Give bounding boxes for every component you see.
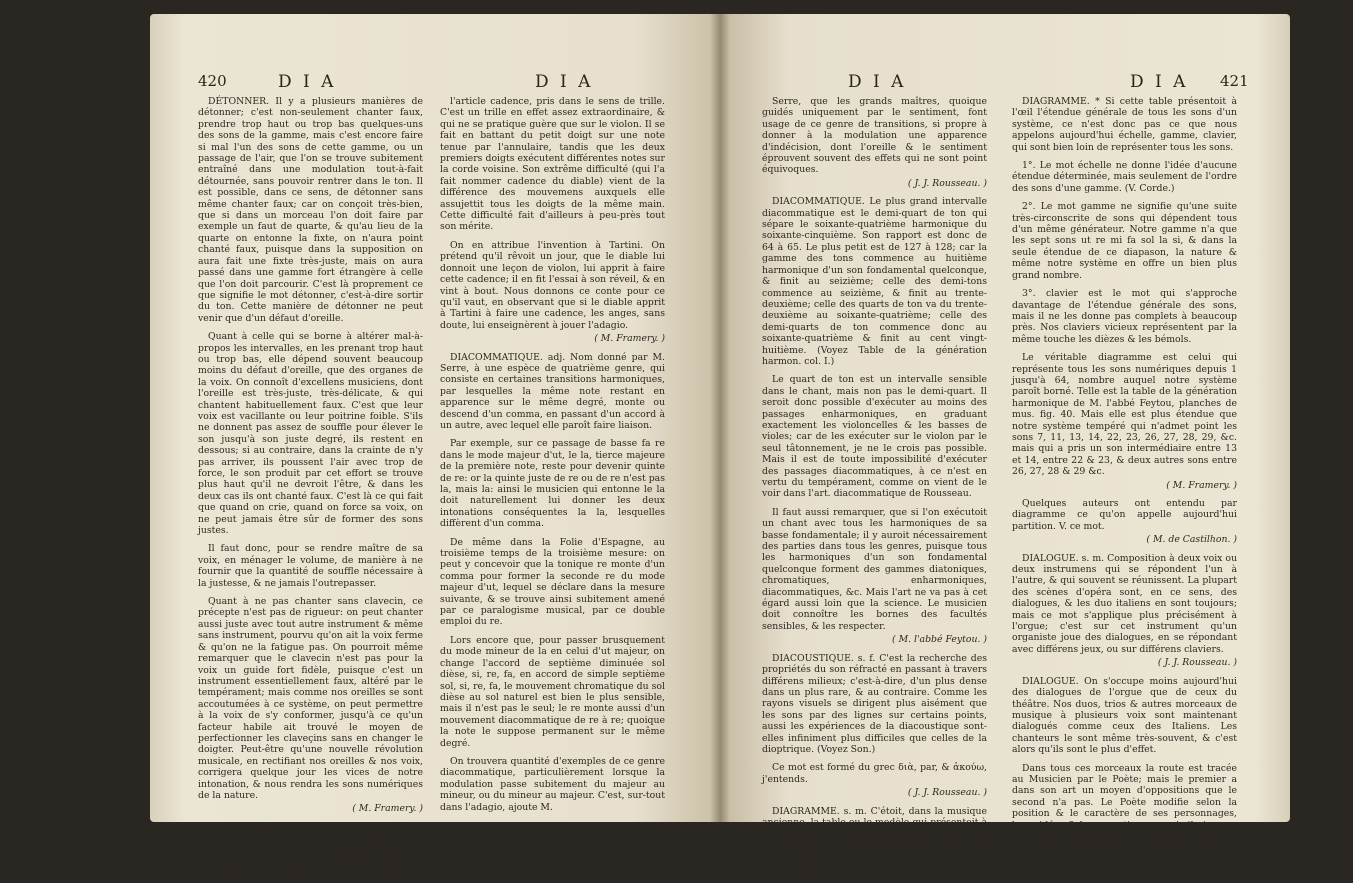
paragraph: DIALOGUE. s. m. Composition à deux voix ou deux instrumens qui se répondent l'un à l'autre, & qui souvent se réunissent. La plupart des scènes d'opéra sont, en ce sens, des dialogues, & les duo italiens en sont toujours; mais ce mot s'applique plus précisément à l'orgue; c'est sur cet instrument qu'un organiste joue des dialogues, en se répondant avec différens jeux, ou sur différens claviers.	[1012, 552, 1237, 655]
paragraph: Quant à celle qui se borne à altérer mal-à-propos les intervalles, en les prenant trop haut ou trop bas, elle dépend souvent beaucoup moins du défaut d'oreille, que des organes de la voix. On connoît d'excellens musiciens, dont l'oreille est très-juste, très-délicate, & qui chantent habituellement faux. C'est que leur voix est vacillante ou leur poitrine foible. S'ils ne donnent pas assez de souffle pour élever le son jusqu'à son juste degré, ils restent en dessous; si au contraire, dans la crainte de n'y pas arriver, ils poussent l'air avec trop de force, le son produit par cet effort se trouve plus haut qu'il ne devroit l'être, & dans les deux cas ils ont chanté faux. C'est là ce qui fait que quand on crie, quand on force sa voix, on ne peut jamais être sûr de former des sons justes.	[198, 331, 423, 537]
paragraph: Par exemple, sur ce passage de basse fa re dans le mode majeur d'ut, le la, tierce majeure de la première note, reste pour devenir quinte de re: or la quinte juste de re ou de re n'est pas la, mais la: ainsi le musicien qui entonne le la doit naturellement lui donner les deux intonations conséquentes la la, lesquelles diffèrent d'un comma.	[440, 438, 665, 530]
paragraph: DIAGRAMME. s. m. C'étoit, dans la musique ancienne, la table ou le modèle qui présentoit à l'œil l'étendue générale de tous les sons d'un système, ou ce que nous appelons aujourd'hui échelle, gamme, clavier. (Voyez ces mots.) ( J. J. Rousseau. )	[762, 805, 987, 874]
left-running-head-2: D I A	[535, 72, 594, 92]
paragraph: 1°. Le mot échelle ne donne l'idée d'aucune étendue déterminée, mais seulement de l'ordre des sons d'une gamme. (V. Corde.)	[1012, 160, 1237, 194]
paragraph: ( M. de Castilhon. )	[1146, 534, 1237, 546]
paragraph: ( M. Framery. )	[594, 333, 665, 345]
book-gutter	[710, 14, 730, 822]
paragraph: On en attribue l'invention à Tartini. On prétend qu'il rêvoit un jour, que le diable lui donnoit une leçon de violon, lui apprit à faire cette cadence; il en fit l'essai à son réveil, & en vint à bout. Nous donnons ce conte pour ce qu'il vaut, en observant que si le diable apprit à Tartini à faire une cadence, les anges, sans doute, lui enseignèrent à jouer l'adagio.	[440, 239, 665, 331]
right-column-2	[1012, 96, 1237, 872]
left-column-1	[198, 96, 423, 883]
paragraph: DIAGRAMME. * Si cette table présentoit à l'œil l'étendue générale de tous les sons d'un système, ce n'est donc pas ce que nous appelons aujourd'hui échelle, gamme, clavier, qui sont bien loin de représenter tous les sons.	[1012, 96, 1237, 153]
right-column-1	[762, 96, 987, 881]
paragraph: Le quart de ton est un intervalle sensible dans le chant, mais non pas le demi-quart. Il seroit donc possible d'exécuter au moins des passages enharmoniques, en graduant exactement les violoncelles & les basses de violes; car de les exécuter sur le violon par le seul tâtonnement, je ne le crois pas possible. Mais il est de toute impossibilité d'exécuter des passages diacommatiques, à ce n'est en vertu du tempérament, comme on vient de le voir dans l'art. diacommatique de Rousseau.	[762, 374, 987, 500]
paragraph: Quelques auteurs ont entendu par diagramme ce qu'on appelle aujourd'hui partition. V. ce mot.	[1012, 498, 1237, 532]
paragraph: DIACOUSTIQUE. s. f. C'est la recherche des propriétés du son réfracté en passant à travers différens milieux; c'est-à-dire, d'un plus dense dans un plus rare, & au contraire. Comme les rayons visuels se dirigent plus aisément que les sons par des lignes sur certains points, aussi les expériences de la diacoustique sont-elles infiniment plus difficiles que celles de la dioptrique. (Voyez Son.)	[762, 652, 987, 755]
book-spread	[150, 14, 1290, 876]
paragraph: ( M. Framery. )	[1166, 479, 1237, 491]
left-page-number: 420	[198, 72, 227, 90]
left-column-2	[440, 96, 665, 820]
paragraph: Quant à ne pas chanter sans clavecin, ce précepte n'est pas de rigueur: on peut chanter aussi juste avec tout autre instrument & même sans instrument, pourvu qu'on ait la voix ferme & qu'on ne la fatigue pas. On pourroit même remarquer que le clavecin n'est pas pour la voix un guide fort fidèle, puisque c'est un instrument essentiellement faux, altéré par le tempérament; mais comme nos oreilles se sont accoutumées à ce système, on peut permettre à la voix de s'y conformer, jusqu'à ce qu'un facteur habile ait trouvé le moyen de perfectionner les claveçins sans en changer le doigter. Peut-être qu'une nouvelle révolution musicale, en rectifiant nos oreilles & nos voix, corrigera quelque jour les vices de notre intonation, & nous rendra les sons numériques de la nature.	[198, 596, 423, 801]
paragraph: ( J. J. Rousseau. )	[1157, 657, 1237, 669]
paragraph: l'article cadence, pris dans le sens de trille. C'est un trille en effet assez extraordinaire, & qui ne se pratique guère que sur le violon. Il se fait en battant du petit doigt sur une note tenue par l'annulaire, tandis que les deux premiers doigts exécutent différentes notes sur la corde voisine. Son extrême difficulté (qui l'a fait nommer cadence du diable) vient de la différence des mouvemens auxquels elle assujettit tous les doigts de la même main. Cette difficulté fait d'ailleurs à peu-près tout son mérite.	[440, 96, 665, 233]
paragraph: ( M. de Castilhon. )	[332, 846, 423, 858]
paragraph: Ce mot est formé du grec διὰ, par, & ἀκούω, j'entends.	[762, 762, 987, 785]
left-page	[150, 14, 720, 876]
paragraph: Serre, que les grands maîtres, quoique guidés uniquement par le sentiment, font usage de ce genre de transitions, si propre à donner à la modulation une apparence d'indécision, dont l'oreille & le sentiment éprouvent souvent des effets qui ne sont point équivoques.	[762, 96, 987, 176]
right-page	[720, 14, 1290, 874]
paragraph: Il faut donc, pour se rendre maître de sa voix, en ménager le volume, de manière à ne fournir que la quantité de souffle nécessaire à la justesse, & ne jamais l'outrepasser.	[198, 543, 423, 589]
paragraph: Lors encore que, pour passer brusquement du mode mineur de la en celui d'ut majeur, on change l'accord de septième diminuée sol dièse, si, re, fa, en accord de simple septième sol, si, re, fa, le mouvement chromatique du sol dièse au sol naturel est bien le plus sensible, mais il n'est pas le seul; le re monte aussi d'un mouvement diacommatique de re à re; quoique la note le suppose permanent sur le même degré.	[440, 634, 665, 749]
paragraph: DIALOGUE. On s'occupe moins aujourd'hui des dialogues de l'orgue que de ceux du théâtre. Nos duos, trios & autres morceaux de musique à plusieurs voix sont maintenant dialogués comme ceux des Italiens. Les chanteurs le sont même très-souvent, & c'est alors qu'ils sont le plus d'effet.	[1012, 675, 1237, 756]
paragraph: Dans tous ces morceaux la route est tracée au Musicien par le Poète; mais le premier a dans son art un moyen d'oppositions que le second n'a pas. Le Poète modifie selon la position & le caractère de ses personnages, leurs idées & leurs sentimens, mais il n'a pour les exprimer que le même langage: il n'en est pas ainsi du Musicien qui, au moyen de son orchestre parle	[1012, 762, 1237, 865]
paragraph: Il faut aussi remarquer, que si l'on exécutoit un chant avec tous les harmoniques de sa basse fondamentale; il y auroit nécessairement des parties dans tous les genres, puisque tous les harmoniques d'un son fondamental quelconque forment des gammes diatoniques, chromatiques, enharmoniques, diacommatiques, &c. Mais l'art ne va pas à cet égard aussi loin que la science. Le musicien doit connoître les bornes des facultés sensibles, & les respecter.	[762, 506, 987, 632]
paragraph: DÉTONNER. Il y a plusieurs manières de détonner; c'est non-seulement chanter faux, prendre trop haut ou trop bas quelques-uns des sons de la gamme, mais c'est encore faire si mal l'un des sons de cette gamme, ou un passage de l'air, que l'on se trouve subitement entraîné dans une modulation tout-à-fait détournée, sans pouvoir rentrer dans le ton. Il est possible, dans ce sens, de détonner sans même chanter faux; car on conçoit très-bien, que si dans un morceau l'on doit faire par exemple un faut de quarte, & qu'au lieu de la quarte on entonne la fixte, on n'aura point chanté faux, puisque dans la supposition on aura fait une fixte très-juste, mais on aura passé dans une gamme fort étrangère à celle que l'on doit parcourir. C'est là proprement ce que signifie le mot détonner, c'est-à-dire sortir du ton. Cette manière de détonner ne peut venir que d'un défaut d'oreille.	[198, 96, 423, 324]
right-running-head-2: D I A	[1130, 72, 1189, 92]
paragraph: On trouvera quantité d'exemples de ce genre diacommatique, particulièrement lorsque la modulation passe subitement du majeur au mineur, ou du mineur au majeur. C'est, sur-tout dans l'adagio, ajoute M.	[440, 755, 665, 813]
paragraph: DIABLE. (Cadence du) Ce mot a été oublié à	[208, 865, 418, 876]
paragraph: Le véritable diagramme est celui qui représente tous les sons numériques depuis 1 jusqu'à 64, nombre auquel notre système paroît borné. Telle est la table de la génération harmonique de M. l'abbé Feytou, planches de mus. fig. 40. Mais elle est plus étendue que notre système tempéré qui n'admet point les sons 7, 11, 13, 14, 22, 23, 26, 27, 28, 29, &c. mais qui a pris un son intermédiaire entre 13 et 14, entre 22 & 23, & deux autres sons entre 26, 27, 28 & 29 &c.	[1012, 352, 1237, 478]
paragraph: ( J. J. Rousseau. )	[907, 177, 987, 189]
paragraph: 3°. clavier est le mot qui s'approche davantage de l'étendue générale des sons, mais il ne les donne pas complets à beaucoup près. Nos claviers vicieux représentent par la même touche les dièzes & les bémols.	[1012, 288, 1237, 345]
paragraph: 2°. Le mot gamme ne signifie qu'une suite très-circonscrite de sons qui dépendent tous d'un même générateur. Notre gamme n'a que les sept sons ut re mi fa sol la si, & dans la seule étendue de ce diapason, la nature & même notre système en offre un bien plus grand nombre.	[1012, 201, 1237, 281]
paragraph: ( J. J. Rousseau. )	[907, 787, 987, 799]
paragraph: DIACOMMATIQUE. Le plus grand intervalle diacommatique est le demi-quart de ton qui sépare le soixante-quatrième harmonique du soixante-cinquième. Son rapport est donc de 64 à 65. Le plus petit est de 127 à 128; car la gamme des tons commence au huitième harmonique d'un son fondamental quelconque, & finit au seizième; celle des demi-tons commence au seizième, & finit au trente-deuxième; celle des quarts de ton va du trente-deuxième au soixante-quatrième; celle des demi-quarts de ton commence donc au soixante-quatrième & finit au cent vingt-huitième. (Voyez Table de la génération harmon. col. I.)	[762, 196, 987, 367]
paragraph: DIACOMMATIQUE. adj. Nom donné par M. Serre, à une espèce de quatrième genre, qui consiste en certaines transitions harmoniques, par lesquelles la même note restant en apparence sur le même degré, monte ou descend d'un comma, en passant d'un accord à un autre, avec lequel elle paroît faire liaison.	[440, 351, 665, 431]
paragraph: ( M. Framery. )	[352, 803, 423, 815]
right-page-number: 421	[1220, 72, 1249, 90]
right-running-head-1: D I A	[848, 72, 907, 92]
paragraph: ( M. l'abbé Feytou. )	[892, 634, 987, 646]
paragraph: DEUX-QUARTS. Mesure qui contient deux noires, qui se marque 2/4. (Voyez Mesure.)	[198, 821, 423, 845]
paragraph: De même dans la Folie d'Espagne, au troisième temps de la troisième mesure: on peut y concevoir que la tonique re monte d'un comma pour former la seconde re du mode majeur d'ut, lequel se déclare dans la mesure suivante, & se trouve ainsi subitement amené par ce paralogisme musical, par ce double emploi du re.	[440, 536, 665, 628]
left-running-head-1: D I A	[278, 72, 337, 92]
